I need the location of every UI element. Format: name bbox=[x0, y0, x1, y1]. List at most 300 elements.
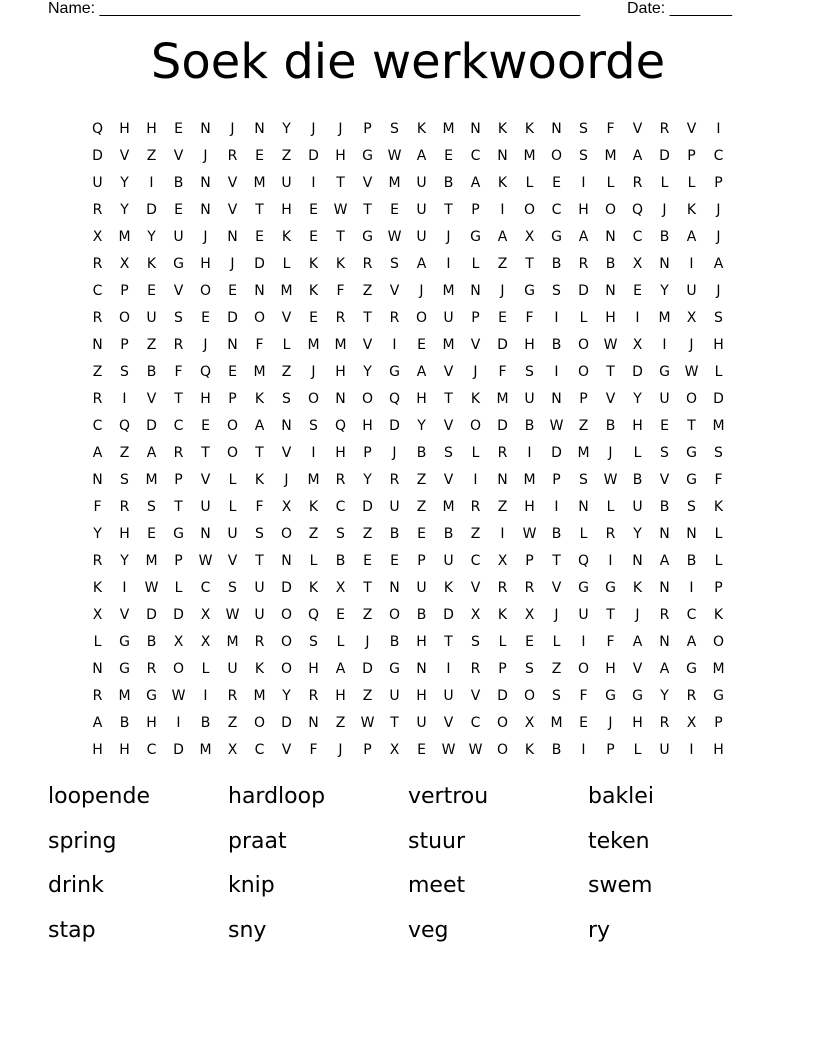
word-bank-item: loopende bbox=[48, 784, 150, 809]
grid-letter: B bbox=[416, 606, 427, 623]
grid-letter: U bbox=[659, 390, 670, 407]
grid-letter: X bbox=[92, 606, 103, 623]
grid-letter: O bbox=[685, 390, 698, 407]
grid-letter: E bbox=[417, 336, 426, 353]
grid-letter: R bbox=[173, 444, 184, 461]
word-bank-item: teken bbox=[588, 828, 650, 854]
grid-letter: G bbox=[686, 471, 697, 488]
grid-letter: M bbox=[253, 174, 266, 191]
grid-letter: J bbox=[554, 606, 559, 623]
grid-letter: M bbox=[307, 336, 320, 353]
word-bank-item: ry bbox=[588, 917, 611, 943]
grid-letter: M bbox=[388, 174, 401, 191]
grid-letter: G bbox=[578, 579, 589, 596]
grid-letter: X bbox=[227, 741, 238, 758]
grid-letter: I bbox=[608, 552, 613, 569]
grid-letter: A bbox=[659, 660, 670, 677]
grid-letter: I bbox=[581, 633, 586, 650]
grid-letter: V bbox=[146, 390, 157, 407]
grid-letter: K bbox=[713, 498, 724, 515]
grid-letter: E bbox=[201, 417, 210, 434]
grid-letter: W bbox=[171, 687, 186, 704]
grid-letter: U bbox=[416, 714, 427, 731]
grid-letter: T bbox=[444, 633, 453, 650]
grid-letter: X bbox=[524, 714, 535, 731]
grid-letter: E bbox=[309, 228, 318, 245]
grid-letter: V bbox=[686, 120, 697, 137]
grid-letter: N bbox=[578, 498, 589, 515]
grid-letter: Z bbox=[362, 687, 373, 704]
grid-letter: Z bbox=[281, 147, 292, 164]
grid-letter: N bbox=[416, 660, 427, 677]
grid-letter: R bbox=[632, 174, 643, 191]
grid-letter: F bbox=[498, 363, 507, 380]
grid-letter: V bbox=[362, 336, 373, 353]
grid-letter: W bbox=[360, 714, 375, 731]
grid-letter: A bbox=[659, 552, 670, 569]
grid-letter: M bbox=[496, 390, 509, 407]
grid-letter: M bbox=[253, 363, 266, 380]
grid-letter: S bbox=[336, 525, 345, 542]
grid-letter: D bbox=[632, 363, 643, 380]
grid-letter: J bbox=[419, 282, 424, 299]
grid-letter: N bbox=[605, 282, 616, 299]
grid-letter: J bbox=[662, 201, 667, 218]
grid-letter: L bbox=[498, 633, 507, 650]
grid-letter: B bbox=[443, 174, 454, 191]
grid-letter: S bbox=[471, 633, 480, 650]
grid-letter: E bbox=[309, 309, 318, 326]
grid-letter: W bbox=[549, 417, 564, 434]
grid-letter: J bbox=[230, 255, 235, 272]
grid-letter: V bbox=[443, 714, 454, 731]
grid-letter: K bbox=[713, 606, 724, 623]
grid-letter: O bbox=[523, 201, 536, 218]
grid-letter: I bbox=[554, 309, 559, 326]
grid-letter: A bbox=[686, 228, 697, 245]
grid-letter: O bbox=[469, 417, 482, 434]
grid-letter: S bbox=[714, 444, 723, 461]
grid-letter: X bbox=[470, 606, 481, 623]
grid-letter: T bbox=[390, 714, 399, 731]
grid-letter: Y bbox=[147, 228, 156, 245]
grid-letter: C bbox=[686, 606, 697, 623]
grid-letter: V bbox=[605, 390, 616, 407]
grid-letter: I bbox=[203, 687, 208, 704]
grid-letter: X bbox=[686, 309, 697, 326]
grid-letter: L bbox=[714, 363, 723, 380]
grid-letter: T bbox=[525, 255, 534, 272]
grid-letter: R bbox=[92, 687, 103, 704]
grid-letter: K bbox=[92, 579, 103, 596]
grid-letter: W bbox=[387, 228, 402, 245]
grid-letter: S bbox=[579, 471, 588, 488]
grid-letter: L bbox=[309, 552, 318, 569]
grid-letter: V bbox=[200, 471, 211, 488]
grid-letter: D bbox=[173, 741, 184, 758]
word-bank-item: stuur bbox=[408, 828, 466, 854]
grid-letter: S bbox=[309, 417, 318, 434]
word-bank-item: praat bbox=[228, 828, 287, 854]
grid-letter: B bbox=[659, 228, 670, 245]
grid-letter: P bbox=[579, 390, 588, 407]
grid-letter: D bbox=[92, 147, 103, 164]
grid-letter: M bbox=[604, 147, 617, 164]
grid-letter: M bbox=[199, 741, 212, 758]
grid-letter: D bbox=[146, 417, 157, 434]
grid-letter: P bbox=[363, 444, 372, 461]
grid-letter: I bbox=[122, 390, 127, 407]
grid-letter: R bbox=[686, 687, 697, 704]
grid-letter: H bbox=[335, 363, 346, 380]
grid-letter: J bbox=[392, 444, 397, 461]
grid-letter: G bbox=[686, 444, 697, 461]
grid-letter: H bbox=[632, 714, 643, 731]
word-bank bbox=[48, 775, 768, 953]
grid-letter: P bbox=[714, 579, 723, 596]
grid-letter: R bbox=[119, 498, 130, 515]
grid-letter: L bbox=[606, 498, 615, 515]
grid-letter: H bbox=[713, 741, 724, 758]
grid-letter: U bbox=[389, 687, 400, 704]
grid-letter: H bbox=[335, 147, 346, 164]
grid-letter: U bbox=[524, 390, 535, 407]
grid-letter: M bbox=[145, 471, 158, 488]
grid-letter: R bbox=[659, 120, 670, 137]
grid-letter: X bbox=[119, 255, 130, 272]
grid-letter: J bbox=[311, 363, 316, 380]
grid-letter: C bbox=[254, 741, 265, 758]
grid-letter: X bbox=[389, 741, 400, 758]
grid-letter: D bbox=[281, 714, 292, 731]
grid-letter: J bbox=[203, 147, 208, 164]
grid-letter: R bbox=[470, 660, 481, 677]
grid-letter: W bbox=[603, 471, 618, 488]
grid-letter: M bbox=[658, 309, 671, 326]
grid-letter: I bbox=[500, 201, 505, 218]
grid-letter: R bbox=[227, 687, 238, 704]
grid-letter: P bbox=[552, 471, 561, 488]
grid-letter: V bbox=[659, 471, 670, 488]
grid-letter: J bbox=[446, 228, 451, 245]
grid-letter: O bbox=[415, 309, 428, 326]
grid-letter: J bbox=[203, 228, 208, 245]
grid-letter: J bbox=[311, 120, 316, 137]
grid-letter: V bbox=[281, 309, 292, 326]
grid-letter: U bbox=[416, 579, 427, 596]
grid-letter: P bbox=[363, 120, 372, 137]
grid-letter: S bbox=[552, 282, 561, 299]
grid-letter: K bbox=[308, 498, 319, 515]
grid-letter: V bbox=[443, 363, 454, 380]
grid-letter: A bbox=[497, 228, 508, 245]
grid-letter: K bbox=[308, 282, 319, 299]
grid-letter: E bbox=[579, 714, 588, 731]
grid-letter: A bbox=[686, 633, 697, 650]
grid-letter: P bbox=[687, 147, 696, 164]
grid-letter: W bbox=[387, 147, 402, 164]
grid-letter: M bbox=[334, 336, 347, 353]
grid-letter: Y bbox=[120, 174, 129, 191]
grid-letter: Z bbox=[335, 714, 346, 731]
grid-letter: U bbox=[227, 525, 238, 542]
grid-letter: P bbox=[174, 471, 183, 488]
grid-letter: T bbox=[606, 363, 615, 380]
grid-letter: J bbox=[716, 282, 721, 299]
grid-letter: X bbox=[686, 714, 697, 731]
grid-letter: U bbox=[173, 228, 184, 245]
grid-letter: R bbox=[254, 633, 265, 650]
grid-letter: T bbox=[255, 552, 264, 569]
grid-letter: G bbox=[713, 687, 724, 704]
grid-letter: T bbox=[444, 201, 453, 218]
word-bank-item: vertrou bbox=[408, 784, 489, 809]
grid-letter: M bbox=[712, 660, 725, 677]
grid-letter: V bbox=[551, 579, 562, 596]
grid-letter: D bbox=[713, 390, 724, 407]
grid-letter: D bbox=[227, 309, 238, 326]
grid-letter: N bbox=[92, 660, 103, 677]
grid-letter: S bbox=[552, 687, 561, 704]
grid-letter: D bbox=[497, 336, 508, 353]
grid-letter: C bbox=[146, 741, 157, 758]
grid-letter: V bbox=[281, 444, 292, 461]
grid-letter: E bbox=[444, 147, 453, 164]
grid-letter: I bbox=[473, 471, 478, 488]
grid-letter: F bbox=[606, 120, 615, 137]
grid-letter: L bbox=[606, 174, 615, 191]
grid-letter: N bbox=[659, 525, 670, 542]
grid-letter: H bbox=[308, 660, 319, 677]
grid-letter: J bbox=[716, 201, 721, 218]
grid-letter: W bbox=[333, 201, 348, 218]
grid-letter: Z bbox=[362, 282, 373, 299]
grid-letter: B bbox=[551, 525, 562, 542]
grid-letter: S bbox=[390, 255, 399, 272]
grid-letter: G bbox=[605, 579, 616, 596]
grid-letter: M bbox=[118, 687, 131, 704]
grid-letter: I bbox=[716, 120, 721, 137]
grid-letter: F bbox=[606, 633, 615, 650]
grid-letter: B bbox=[146, 363, 157, 380]
grid-letter: B bbox=[686, 552, 697, 569]
grid-letter: S bbox=[525, 363, 534, 380]
grid-letter: U bbox=[632, 498, 643, 515]
grid-letter: G bbox=[119, 660, 130, 677]
grid-letter: H bbox=[146, 714, 157, 731]
grid-letter: G bbox=[389, 660, 400, 677]
grid-letter: B bbox=[389, 525, 400, 542]
word-bank-item: hardloop bbox=[228, 784, 326, 809]
grid-letter: D bbox=[497, 417, 508, 434]
grid-letter: M bbox=[253, 687, 266, 704]
grid-letter: Q bbox=[118, 417, 131, 434]
grid-letter: K bbox=[254, 390, 265, 407]
grid-letter: Z bbox=[146, 336, 157, 353]
grid-letter: E bbox=[147, 525, 156, 542]
grid-letter: K bbox=[254, 660, 265, 677]
grid-letter: Y bbox=[660, 282, 669, 299]
grid-letter: D bbox=[146, 606, 157, 623]
grid-letter: H bbox=[146, 120, 157, 137]
grid-letter: U bbox=[443, 309, 454, 326]
grid-letter: H bbox=[362, 417, 373, 434]
word-bank-item: stap bbox=[48, 917, 96, 943]
grid-letter: R bbox=[92, 255, 103, 272]
grid-letter: Z bbox=[308, 525, 319, 542]
grid-letter: Z bbox=[497, 255, 508, 272]
grid-letter: E bbox=[390, 552, 399, 569]
grid-letter: O bbox=[280, 606, 293, 623]
grid-letter: N bbox=[281, 552, 292, 569]
grid-letter: V bbox=[389, 282, 400, 299]
word-bank-item: spring bbox=[48, 828, 117, 854]
grid-letter: O bbox=[307, 390, 320, 407]
grid-letter: H bbox=[605, 660, 616, 677]
grid-letter: V bbox=[470, 687, 481, 704]
grid-letter: B bbox=[119, 714, 130, 731]
grid-letter: A bbox=[416, 363, 427, 380]
grid-letter: R bbox=[497, 444, 508, 461]
grid-letter: P bbox=[228, 390, 237, 407]
grid-letter: N bbox=[605, 228, 616, 245]
grid-letter: B bbox=[389, 633, 400, 650]
grid-letter: J bbox=[635, 606, 640, 623]
grid-letter: N bbox=[227, 336, 238, 353]
grid-letter: S bbox=[579, 147, 588, 164]
grid-letter: B bbox=[146, 633, 157, 650]
grid-letter: V bbox=[443, 417, 454, 434]
grid-letter: C bbox=[92, 282, 103, 299]
grid-letter: F bbox=[309, 741, 318, 758]
grid-letter: I bbox=[554, 363, 559, 380]
grid-letter: A bbox=[335, 660, 346, 677]
grid-letter: M bbox=[442, 282, 455, 299]
grid-letter: P bbox=[606, 741, 615, 758]
grid-letter: D bbox=[578, 282, 589, 299]
grid-letter: R bbox=[497, 579, 508, 596]
grid-letter: X bbox=[173, 633, 184, 650]
grid-letter: Q bbox=[631, 201, 644, 218]
grid-letter: B bbox=[443, 525, 454, 542]
grid-letter: D bbox=[254, 255, 265, 272]
grid-letter: E bbox=[363, 552, 372, 569]
grid-letter: U bbox=[200, 498, 211, 515]
grid-letter: J bbox=[284, 471, 289, 488]
grid-letter: J bbox=[203, 336, 208, 353]
grid-letter: L bbox=[282, 255, 291, 272]
grid-letter: X bbox=[524, 228, 535, 245]
grid-letter: R bbox=[524, 579, 535, 596]
grid-letter: X bbox=[632, 336, 643, 353]
grid-letter: A bbox=[416, 255, 427, 272]
grid-letter: Q bbox=[334, 417, 347, 434]
grid-letter: Z bbox=[119, 444, 130, 461]
grid-letter: Y bbox=[363, 471, 372, 488]
grid-letter: H bbox=[335, 687, 346, 704]
grid-letter: T bbox=[444, 390, 453, 407]
grid-letter: N bbox=[497, 147, 508, 164]
grid-letter: Y bbox=[282, 120, 291, 137]
grid-letter: V bbox=[119, 606, 130, 623]
grid-letter: T bbox=[174, 390, 183, 407]
grid-letter: L bbox=[633, 741, 642, 758]
grid-letter: B bbox=[524, 417, 535, 434]
grid-letter: D bbox=[497, 687, 508, 704]
grid-letter: N bbox=[92, 336, 103, 353]
grid-letter: O bbox=[253, 309, 266, 326]
grid-letter: H bbox=[524, 498, 535, 515]
grid-letter: F bbox=[579, 687, 588, 704]
grid-letter: G bbox=[146, 687, 157, 704]
grid-letter: M bbox=[442, 336, 455, 353]
grid-letter: A bbox=[254, 417, 265, 434]
grid-letter: E bbox=[336, 606, 345, 623]
grid-letter: Z bbox=[362, 525, 373, 542]
grid-letter: J bbox=[500, 282, 505, 299]
grid-letter: C bbox=[92, 417, 103, 434]
grid-letter: H bbox=[632, 417, 643, 434]
grid-letter: V bbox=[119, 147, 130, 164]
grid-letter: G bbox=[551, 228, 562, 245]
grid-letter: K bbox=[524, 741, 535, 758]
grid-letter: S bbox=[444, 444, 453, 461]
grid-letter: M bbox=[550, 714, 563, 731]
grid-letter: L bbox=[228, 498, 237, 515]
grid-letter: D bbox=[389, 417, 400, 434]
grid-letter: D bbox=[551, 444, 562, 461]
grid-letter: K bbox=[686, 201, 697, 218]
grid-letter: A bbox=[632, 147, 643, 164]
grid-letter: R bbox=[92, 309, 103, 326]
grid-letter: P bbox=[174, 552, 183, 569]
grid-letter: H bbox=[335, 444, 346, 461]
grid-letter: I bbox=[446, 660, 451, 677]
grid-letter: K bbox=[497, 606, 508, 623]
grid-letter: U bbox=[686, 282, 697, 299]
grid-letter: M bbox=[145, 552, 158, 569]
grid-letter: B bbox=[551, 741, 562, 758]
grid-letter: O bbox=[199, 282, 212, 299]
grid-letter: Y bbox=[660, 687, 669, 704]
grid-letter: K bbox=[632, 579, 643, 596]
grid-letter: E bbox=[174, 201, 183, 218]
grid-letter: P bbox=[471, 309, 480, 326]
grid-letter: A bbox=[578, 228, 589, 245]
grid-letter: S bbox=[714, 309, 723, 326]
grid-letter: C bbox=[470, 147, 481, 164]
grid-letter: N bbox=[659, 579, 670, 596]
grid-letter: H bbox=[416, 687, 427, 704]
grid-letter: I bbox=[122, 579, 127, 596]
grid-letter: N bbox=[389, 579, 400, 596]
name-line: Name: ______________________________________________________ bbox=[48, 0, 581, 17]
grid-letter: K bbox=[443, 579, 454, 596]
grid-letter: R bbox=[92, 390, 103, 407]
grid-letter: U bbox=[227, 660, 238, 677]
grid-letter: I bbox=[689, 579, 694, 596]
grid-letter: K bbox=[470, 390, 481, 407]
grid-letter: U bbox=[443, 552, 454, 569]
grid-letter: F bbox=[336, 282, 345, 299]
grid-letter: Y bbox=[363, 363, 372, 380]
grid-letter: L bbox=[633, 444, 642, 461]
grid-letter: R bbox=[92, 201, 103, 218]
grid-letter: V bbox=[173, 282, 184, 299]
grid-letter: O bbox=[550, 147, 563, 164]
grid-letter: I bbox=[500, 525, 505, 542]
grid-letter: T bbox=[336, 228, 345, 245]
